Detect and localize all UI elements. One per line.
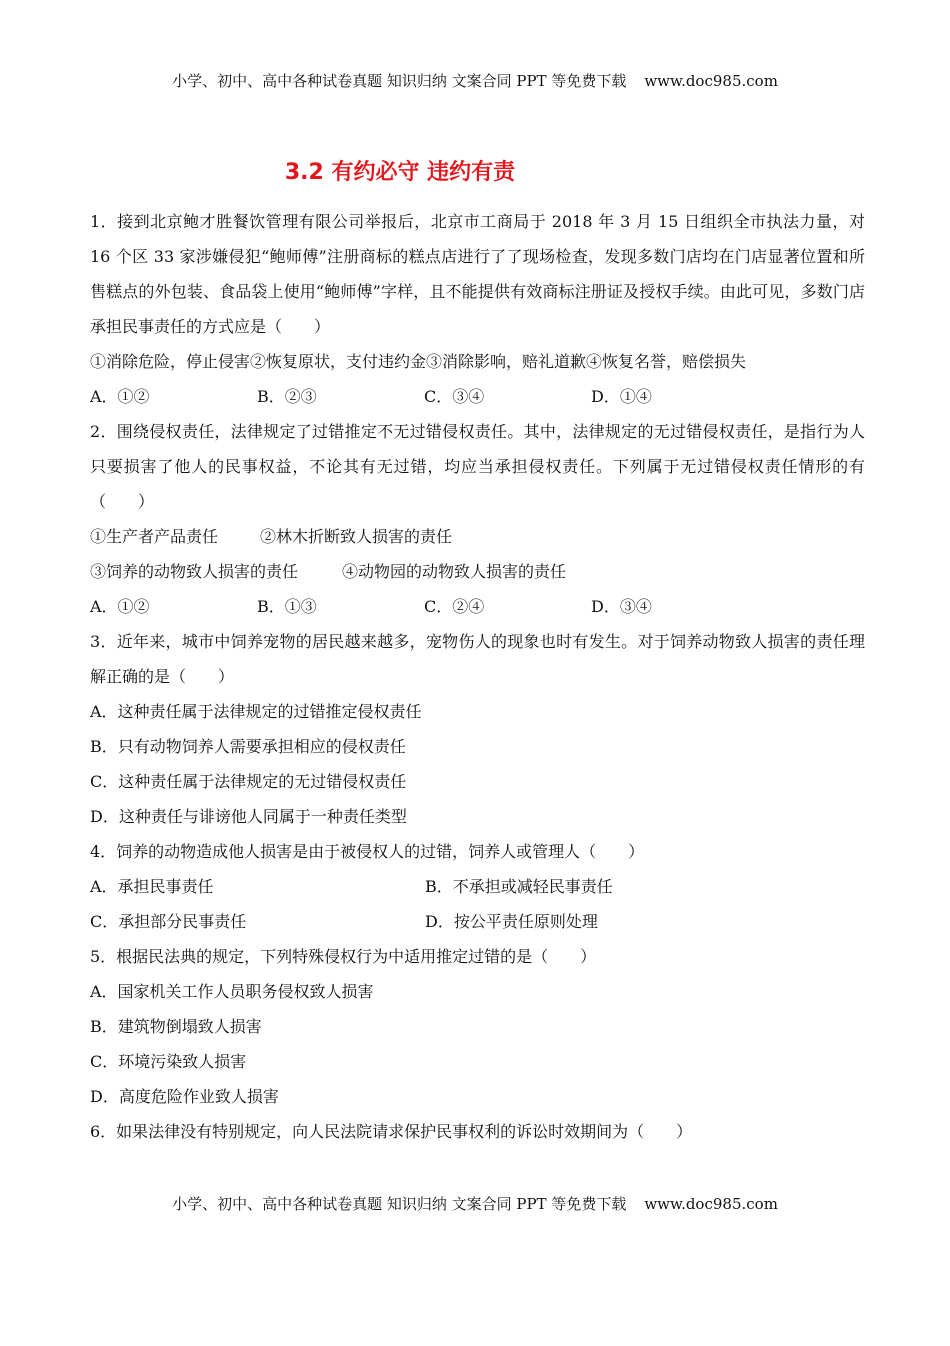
item-3: ③饲养的动物致人损害的责任: [90, 562, 299, 581]
item-row: [90, 554, 865, 589]
header-url[interactable]: www.doc985.com: [644, 72, 778, 90]
option-a: A．①②: [90, 597, 150, 616]
option-d: D．③④: [591, 597, 652, 616]
item-4: ④动物园的动物致人损害的责任: [342, 562, 567, 581]
question-4: [90, 834, 865, 939]
page-header: [0, 70, 950, 91]
option-row: [90, 869, 865, 904]
question-6: [90, 1114, 865, 1149]
document-title: 3.2 有约必守 违约有责: [284, 160, 516, 185]
option-b: B．只有动物饲养人需要承担相应的侵权责任: [90, 737, 406, 756]
question-stem: 1．接到北京鲍才胜餐饮管理有限公司举报后，北京市工商局于 2018 年 3 月 15 日组织全市执法力量，对 16 个区 33 家涉嫌侵犯“鲍师傅”注册商标的糕点店进行了了现场检查，发现多数门店均在门店显著位置和所售糕点的外包装、食品袋上使用“鲍师傅”字样，且不能提供有效商标注册证及授权手续。由此可见，多数门店承担民事责任的方式应是（ ）: [90, 212, 865, 336]
question-stem: 2．围绕侵权责任，法律规定了过错推定不无过错侵权责任。其中，法律规定的无过错侵权责任，是指行为人只要损害了他人的民事权益，不论其有无过错，均应当承担侵权责任。下列属于无过错侵权责任情形的有（ ）: [90, 422, 865, 511]
option-c: C．环境污染致人损害: [90, 1052, 247, 1071]
option-a: A．①②: [90, 387, 150, 406]
option-c: C．这种责任属于法律规定的无过错侵权责任: [90, 772, 407, 791]
footer-url[interactable]: www.doc985.com: [644, 1195, 778, 1213]
option-c: C．②④: [424, 597, 485, 616]
question-list: [90, 204, 865, 1149]
option-c: C．③④: [424, 387, 485, 406]
option-d: D．这种责任与诽谤他人同属于一种责任类型: [90, 807, 407, 826]
item-row: [90, 519, 865, 554]
option-b: B．①③: [257, 597, 317, 616]
question-5: [90, 939, 865, 1114]
question-stem: 5．根据民法典的规定，下列特殊侵权行为中适用推定过错的是（ ）: [90, 947, 597, 966]
option-b: B．建筑物倒塌致人损害: [90, 1017, 262, 1036]
item-1: ①生产者产品责任: [90, 527, 219, 546]
option-row: [90, 589, 865, 624]
option-a: A．国家机关工作人员职务侵权致人损害: [90, 982, 374, 1001]
page-footer: [0, 1193, 950, 1214]
item-2: ②林木折断致人损害的责任: [260, 527, 453, 546]
option-row: [90, 379, 865, 414]
question-2: [90, 414, 865, 624]
question-3: [90, 624, 865, 834]
option-c: C．承担部分民事责任: [90, 912, 247, 931]
option-d: D．按公平责任原则处理: [425, 912, 598, 931]
option-a: A．这种责任属于法律规定的过错推定侵权责任: [90, 702, 422, 721]
question-items: ①消除危险，停止侵害②恢复原状，支付违约金③消除影响，赔礼道歉④恢复名誉，赔偿损失: [90, 352, 747, 371]
header-text: 小学、初中、高中各种试卷真题 知识归纳 文案合同 PPT 等免费下载: [172, 72, 627, 90]
question-stem: 6．如果法律没有特别规定，向人民法院请求保护民事权利的诉讼时效期间为（ ）: [90, 1122, 693, 1141]
option-a: A．承担民事责任: [90, 877, 214, 896]
option-d: D．高度危险作业致人损害: [90, 1087, 279, 1106]
question-1: [90, 204, 865, 414]
option-d: D．①④: [591, 387, 652, 406]
option-row: [90, 904, 865, 939]
option-b: B．②③: [257, 387, 317, 406]
question-stem: 4．饲养的动物造成他人损害是由于被侵权人的过错，饲养人或管理人（ ）: [90, 842, 645, 861]
footer-text: 小学、初中、高中各种试卷真题 知识归纳 文案合同 PPT 等免费下载: [172, 1195, 627, 1213]
question-stem: 3．近年来，城市中饲养宠物的居民越来越多，宠物伤人的现象也时有发生。对于饲养动物致人损害的责任理解正确的是（ ）: [90, 632, 865, 686]
option-b: B．不承担或减轻民事责任: [425, 877, 613, 896]
